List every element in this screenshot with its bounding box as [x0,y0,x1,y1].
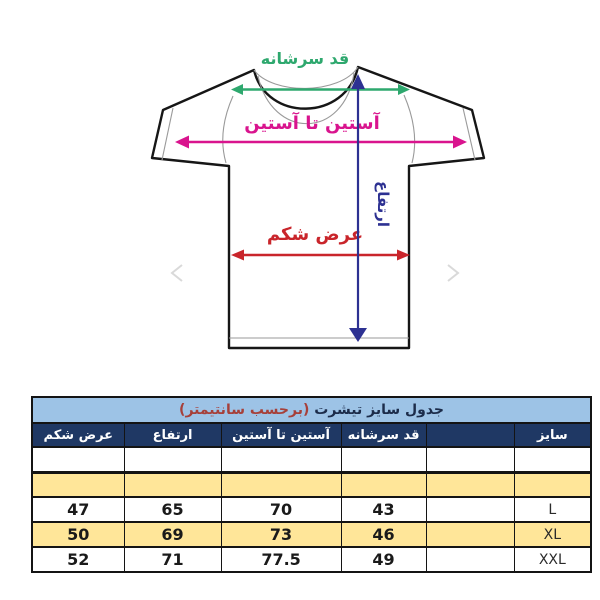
height-cell: 65 [124,497,221,522]
belly-cell: 52 [32,547,124,572]
spacer-cell [426,547,514,572]
watermark-chevron-right-icon [448,265,458,281]
cell [341,447,426,473]
size-table-title-unit: (برحسب سانتیمتر) [179,402,310,418]
size-table-title-main: جدول سایز تیشرت [314,402,445,418]
size-cell: XL [514,522,591,547]
sleeve-label: آستین تا آستین [244,113,380,134]
col-header-belly: عرض شکم [32,423,124,447]
cell [426,447,514,473]
size-cell: XXL [514,547,591,572]
table-row-size-xxl [32,547,591,572]
spacer-cell [426,497,514,522]
table-row-size-xl [32,522,591,547]
cell [32,447,124,473]
cell [341,473,426,498]
shoulder-cell: 46 [341,522,426,547]
col-header-spacer [426,423,514,447]
col-header-shoulder: قد سرشانه [341,423,426,447]
cell [32,473,124,498]
table-row-empty-yellow [32,473,591,498]
cell [124,447,221,473]
belly-cell: 47 [32,497,124,522]
size-table [31,396,592,573]
sleeve-cell: 77.5 [221,547,341,572]
cell [221,473,341,498]
watermark-chevron-left-icon [172,265,182,281]
belly-label: عرض شکم [266,224,364,245]
cell [221,447,341,473]
size-cell: L [514,497,591,522]
spacer-cell [426,522,514,547]
col-header-size: سایز [514,423,591,447]
cell [514,473,591,498]
cell [514,447,591,473]
height-cell: 71 [124,547,221,572]
belly-cell: 50 [32,522,124,547]
col-header-height: ارتفاع [124,423,221,447]
tshirt-outline [152,67,484,348]
col-header-sleeve: آستین تا آستین [221,423,341,447]
collar-back-seam [254,67,358,88]
table-row-size-l [32,497,591,522]
height-label: ارتفاع [374,180,392,228]
table-row-empty-white [32,447,591,473]
shoulder-cell: 49 [341,547,426,572]
cell [426,473,514,498]
shoulder-cell: 43 [341,497,426,522]
size-table-title-row [32,397,591,423]
shoulder-label: قد سرشانه [260,49,350,68]
sleeve-cell: 73 [221,522,341,547]
size-table-header-row [32,423,591,447]
sleeve-cell: 70 [221,497,341,522]
height-cell: 69 [124,522,221,547]
size-table-title [32,397,591,423]
cell [124,473,221,498]
